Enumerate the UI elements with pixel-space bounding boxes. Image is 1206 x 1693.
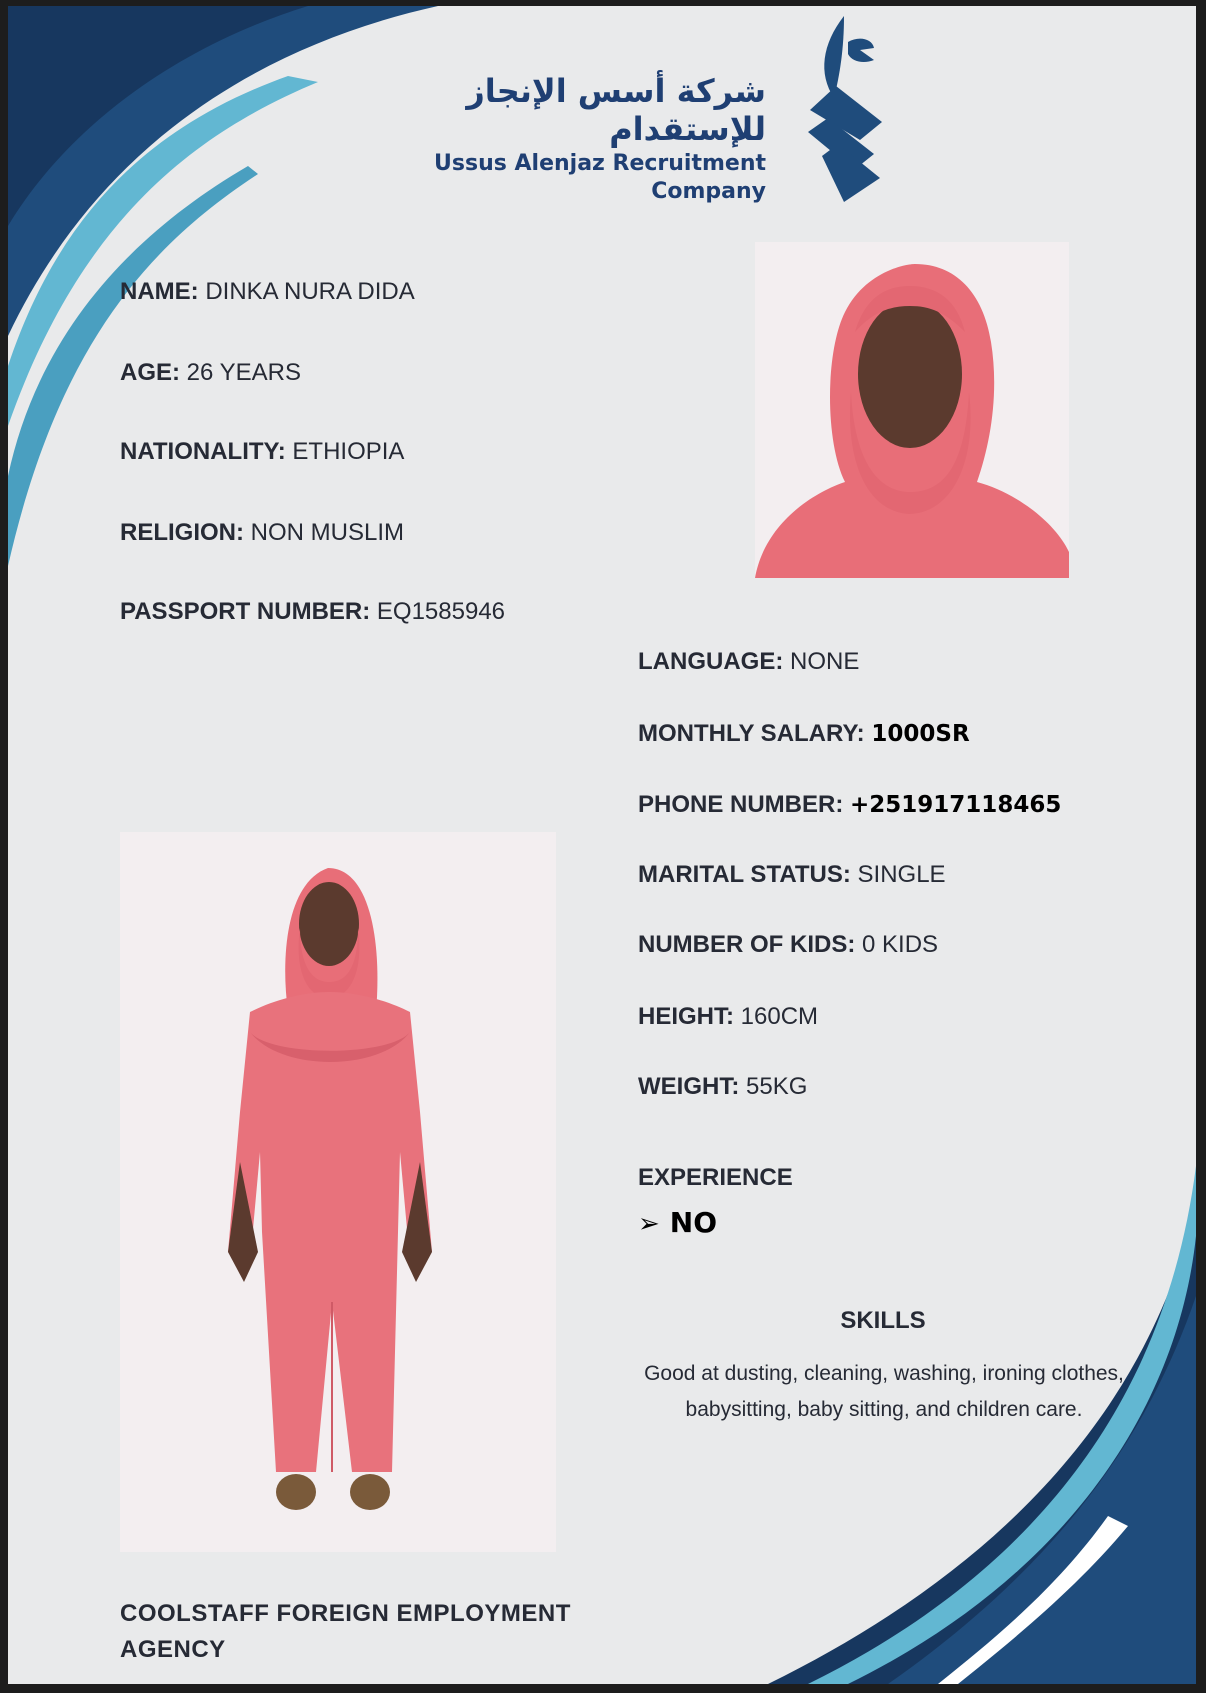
headshot-illustration xyxy=(755,242,1069,578)
salary-field xyxy=(638,720,970,748)
language-value: NONE xyxy=(790,648,860,675)
experience-item xyxy=(638,1206,717,1239)
marital-status-label: MARITAL STATUS: xyxy=(638,861,851,888)
skills-title: SKILLS xyxy=(840,1307,926,1334)
name-label: NAME: xyxy=(120,278,199,305)
height-field xyxy=(638,1003,818,1031)
phone-label: PHONE NUMBER: xyxy=(638,791,844,818)
marital-status-value: SINGLE xyxy=(857,861,946,888)
company-name-english: Ussus Alenjaz Recruitment Company xyxy=(434,151,766,204)
passport-label: PASSPORT NUMBER: xyxy=(120,598,371,625)
age-value: 26 YEARS xyxy=(186,359,301,386)
cv-page xyxy=(8,6,1196,1684)
language-label: LANGUAGE: xyxy=(638,648,784,675)
age-field xyxy=(120,359,301,387)
passport-value: EQ1585946 xyxy=(376,598,506,625)
salary-label: MONTHLY SALARY: xyxy=(638,720,865,747)
full-body-illustration xyxy=(120,832,556,1552)
passport-field xyxy=(120,598,505,626)
company-name xyxy=(326,72,766,206)
religion-value: NON MUSLIM xyxy=(250,519,405,546)
weight-label: WEIGHT: xyxy=(638,1073,740,1100)
name-value: DINKA NURA DIDA xyxy=(205,278,415,305)
nationality-value: ETHIOPIA xyxy=(292,438,405,465)
kids-field xyxy=(638,931,938,959)
company-logo-icon xyxy=(804,14,894,204)
arrow-bullet-icon: ➢ xyxy=(638,1209,660,1239)
age-label: AGE: xyxy=(120,359,180,386)
experience-value: NO xyxy=(669,1206,718,1239)
language-field xyxy=(638,648,859,676)
salary-value: 1000SR xyxy=(871,721,970,747)
nationality-field xyxy=(120,438,404,466)
religion-label: RELIGION: xyxy=(120,519,244,546)
experience-title: EXPERIENCE xyxy=(638,1164,793,1191)
nationality-label: NATIONALITY: xyxy=(120,438,286,465)
phone-value: +251917118465 xyxy=(850,792,1062,818)
religion-field xyxy=(120,519,404,547)
weight-field xyxy=(638,1073,807,1101)
phone-field xyxy=(638,791,1061,819)
kids-value: 0 KIDS xyxy=(862,931,939,958)
weight-value: 55KG xyxy=(746,1073,808,1100)
full-body-photo xyxy=(120,832,556,1552)
name-field xyxy=(120,278,415,306)
agency-name: COOLSTAFF FOREIGN EMPLOYMENT AGENCY xyxy=(120,1600,571,1663)
marital-status-field xyxy=(638,861,946,889)
height-value: 160CM xyxy=(740,1003,819,1030)
headshot-photo xyxy=(755,242,1069,578)
company-name-arabic: شركة أسس الإنجاز للإستقدام xyxy=(466,72,766,148)
skills-text: Good at dusting, cleaning, washing, ironing clothes, babysitting, baby sitting, and children care. xyxy=(644,1362,1124,1421)
kids-label: NUMBER OF KIDS: xyxy=(638,931,856,958)
height-label: HEIGHT: xyxy=(638,1003,734,1030)
